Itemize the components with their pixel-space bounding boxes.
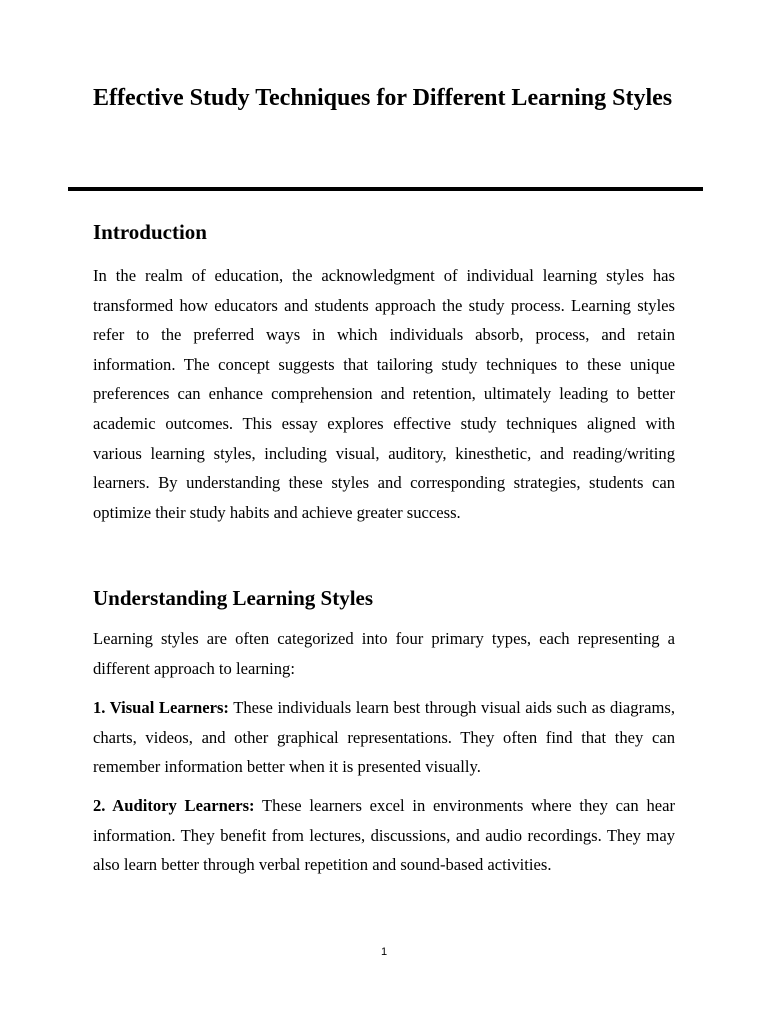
title-divider [68,187,703,191]
document-title: Effective Study Techniques for Different Learning Styles [93,85,673,111]
list-item-text: These learners excel in environments where they can hear information. They benefit from lectures, discussions, and audio recordings. They may also learn better through verbal repetition and sound-based activities. [93,796,676,875]
section-heading-introduction: Introduction [93,220,207,244]
list-item-visual-learners [93,693,675,782]
list-item-label: 1. Visual Learners: [93,698,229,717]
section-heading-understanding-learning-styles: Understanding Learning Styles [93,586,374,610]
understanding-paragraph: Learning styles are often categorized into four primary types, each representing a different approach to learning: [93,629,675,678]
list-item-auditory-learners [93,791,675,880]
page-number: 1 [380,946,388,958]
list-item-text: These individuals learn best through visual aids such as diagrams, charts, videos, and other graphical representations. They often find that they can remember information better when it is presented visually. [93,698,675,777]
list-item-label: 2. Auditory Learners: [93,796,255,815]
introduction-paragraph: In the realm of education, the acknowledgment of individual learning styles has transformed how educators and students approach the study process. Learning styles refer to the preferred ways in which individuals absorb, process, and retain information. The concept suggests that tailoring study techniques to these unique preferences can enhance comprehension and retention, ultimately leading to better academic outcomes. This essay explores effective study techniques aligned with various learning styles, including visual, auditory, kinesthetic, and reading/writing learners. By understanding these styles and corresponding strategies, students can optimize their study habits and achieve greater success. [93,266,675,522]
